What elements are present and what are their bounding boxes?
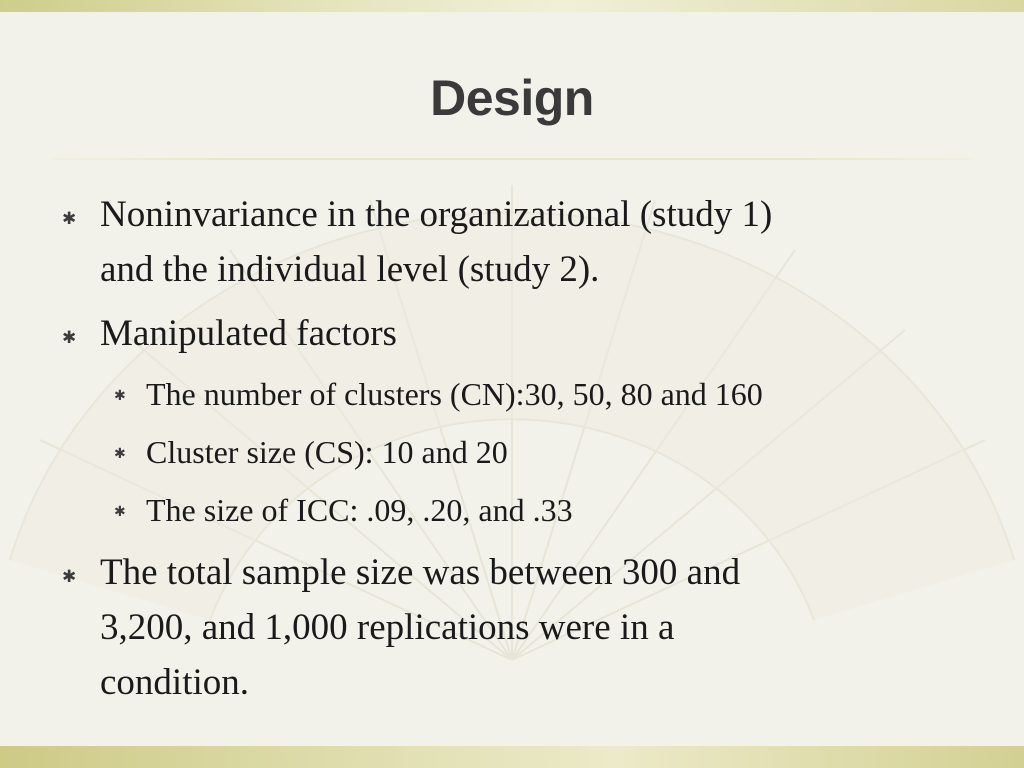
asterisk-bullet-icon: ✱ xyxy=(62,328,77,348)
sub-bullet-text: The size of ICC: .09, .20, and .33 xyxy=(146,492,573,528)
asterisk-bullet-icon: ✱ xyxy=(114,504,126,520)
bullet-text-line: and the individual level (study 2). xyxy=(100,249,600,290)
slide-title: Design xyxy=(430,70,594,126)
asterisk-bullet-icon: ✱ xyxy=(114,388,126,404)
asterisk-bullet-icon: ✱ xyxy=(62,209,77,229)
bullet-text-line: Manipulated factors xyxy=(100,313,397,354)
asterisk-bullet-icon: ✱ xyxy=(62,567,77,587)
bullet-text-line: Noninvariance in the organizational (study 1) xyxy=(100,194,773,235)
bullet-text-line: condition. xyxy=(100,662,250,703)
bottom-accent-band xyxy=(0,746,1024,768)
sub-bullet-text: The number of clusters (CN):30, 50, 80 and 160 xyxy=(146,376,763,412)
bullet-text-line: The total sample size was between 300 and xyxy=(100,552,741,593)
sub-bullet-text: Cluster size (CS): 10 and 20 xyxy=(146,434,508,470)
bullet-text-line: 3,200, and 1,000 replications were in a xyxy=(100,607,675,648)
asterisk-bullet-icon: ✱ xyxy=(114,446,126,462)
